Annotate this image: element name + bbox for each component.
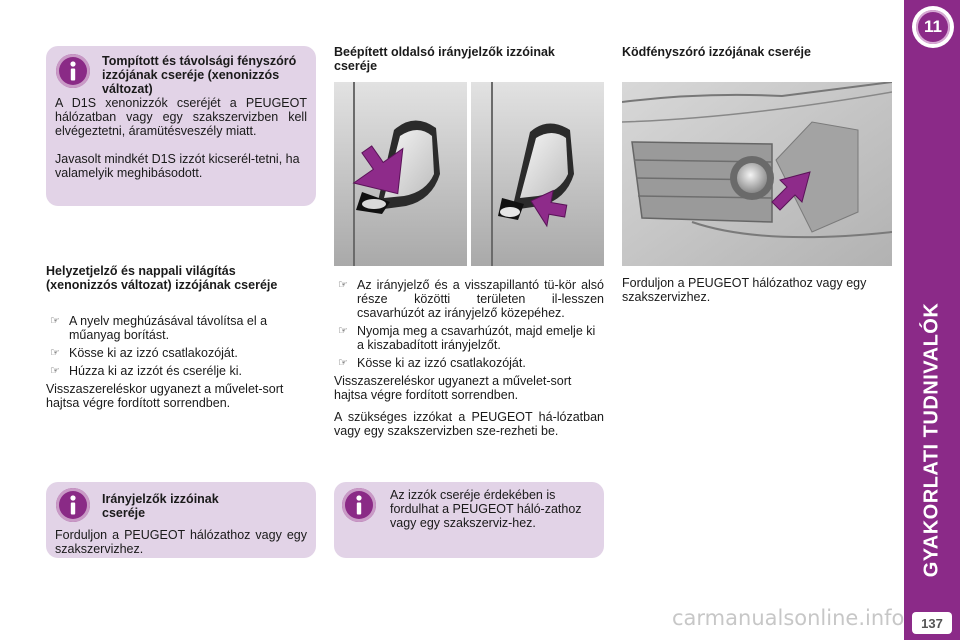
- position-lamp-steps: [46, 314, 318, 410]
- info-icon: [342, 488, 376, 522]
- side-indicator-paragraph: A szükséges izzókat a PEUGEOT há-lózatban vagy egy szakszervizben sze-rezheti be.: [334, 410, 604, 438]
- position-lamp-footer: Visszaszereléskor ugyanezt a művelet-sort hajtsa végre fordított sorrendben.: [46, 382, 284, 410]
- xenon-box-paragraph: Javasolt mindkét D1S izzót kicserél-tetni, ha valamelyik meghibásodott.: [55, 152, 300, 180]
- chapter-title: GYAKORLATI TUDNIVALÓK: [920, 302, 943, 578]
- page-number: 137: [912, 612, 952, 634]
- bullet-marker-icon: ☞: [338, 357, 348, 369]
- info-icon: [56, 54, 90, 88]
- indicator-box-text: Forduljon a PEUGEOT hálózathoz vagy egy szakszervizhez.: [55, 528, 307, 556]
- list-item: ☞ Nyomja meg a csavarhúzót, majd emelje ki a kiszabadított irányjelzőt.: [338, 324, 596, 352]
- list-item: ☞ Kösse ki az izzó csatlakozóját.: [50, 346, 238, 360]
- position-lamp-heading: Helyzetjelző és nappali világítás (xenonizzós változat) izzójának cseréje: [46, 264, 278, 292]
- chapter-badge: [912, 6, 954, 48]
- xenon-box-paragraph: A D1S xenonizzók cseréjét a PEUGEOT hálózatban vagy egy szakszervizben kell elvégeztetni, áramütésveszély miatt.: [55, 96, 307, 138]
- side-mirror-photo: [334, 82, 604, 266]
- fog-lamp-text: Forduljon a PEUGEOT hálózathoz vagy egy szakszervizhez.: [622, 276, 867, 304]
- xenon-info-box: [46, 46, 316, 206]
- chapter-number: 11: [916, 10, 950, 44]
- indicator-info-box: [46, 482, 316, 558]
- list-item: ☞ Az irányjelző és a visszapillantó tü-kör alsó része közötti területen il-lesszen csavarhúzót az irányjelző közepéhez.: [338, 278, 604, 320]
- side-mirror-illustration: [334, 82, 604, 266]
- watermark: carmanualsonline.info: [672, 606, 905, 630]
- bulbs-box-text: Az izzók cseréje érdekében is fordulhat a PEUGEOT háló-zathoz vagy egy szakszerviz-hez.: [390, 488, 582, 530]
- fog-lamp-heading: Ködfényszóró izzójának cseréje: [622, 45, 811, 59]
- bullet-marker-icon: ☞: [338, 279, 348, 291]
- bullet-marker-icon: ☞: [50, 365, 60, 377]
- list-item: ☞ Húzza ki az izzót és cserélje ki.: [50, 364, 242, 378]
- bulbs-info-box: [334, 482, 604, 558]
- xenon-box-title: Tompított és távolsági fényszóró izzójának cseréje (xenonizzós változat): [102, 54, 297, 96]
- info-icon: [56, 488, 90, 522]
- fog-lamp-illustration: [622, 82, 892, 266]
- bullet-marker-icon: ☞: [338, 325, 348, 337]
- side-indicator-steps: [334, 278, 604, 438]
- side-indicator-paragraph: Visszaszereléskor ugyanezt a művelet-sort hajtsa végre fordított sorrendben.: [334, 374, 572, 402]
- list-item: ☞ A nyelv meghúzásával távolítsa el a műanyag borítást.: [50, 314, 268, 342]
- fog-lamp-photo: [622, 82, 892, 266]
- bullet-marker-icon: ☞: [50, 315, 60, 327]
- indicator-box-title: Irányjelzők izzóinak cseréje: [102, 492, 219, 520]
- list-item: ☞ Kösse ki az izzó csatlakozóját.: [338, 356, 526, 370]
- bullet-marker-icon: ☞: [50, 347, 60, 359]
- side-indicator-heading: Beépített oldalsó irányjelzők izzóinak cseréje: [334, 45, 555, 73]
